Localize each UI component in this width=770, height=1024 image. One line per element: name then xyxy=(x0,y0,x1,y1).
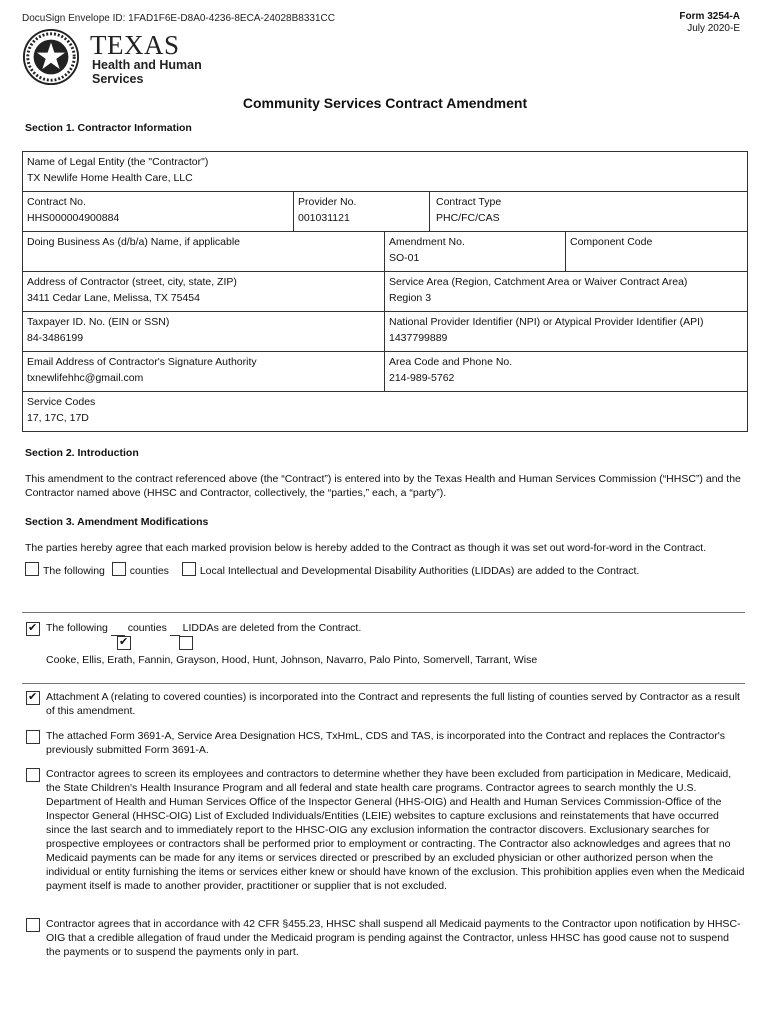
service-codes-value: 17, 17C, 17D xyxy=(27,412,89,424)
taxpayer-label: Taxpayer ID. No. (EIN or SSN) xyxy=(27,316,170,328)
logo-subtitle xyxy=(92,58,202,86)
service-area-value: Region 3 xyxy=(389,292,432,304)
contract-type-label: Contract Type xyxy=(436,196,502,208)
section2-heading: Section 2. Introduction xyxy=(25,447,139,459)
form-number-block xyxy=(679,11,740,35)
email-value: txnewlifehhc@gmail.com xyxy=(27,372,144,384)
email-label: Email Address of Contractor's Signature Authority xyxy=(27,356,257,368)
dba-cell[interactable] xyxy=(23,232,385,272)
contract-no-cell[interactable] xyxy=(23,192,294,232)
address-label: Address of Contractor (street, city, state, ZIP) xyxy=(27,276,237,288)
added-t2: counties xyxy=(129,565,169,577)
taxpayer-cell[interactable] xyxy=(23,312,385,352)
attachment-a-checkbox[interactable] xyxy=(26,691,40,705)
added-liddas-checkbox[interactable] xyxy=(182,562,196,576)
contract-no-value: HHS000004900884 xyxy=(27,212,120,224)
phone-label: Area Code and Phone No. xyxy=(389,356,513,368)
section1-heading: Section 1. Contractor Information xyxy=(25,122,192,134)
logo-texas: TEXAS xyxy=(90,30,180,60)
screening-checkbox[interactable] xyxy=(26,768,40,782)
divider xyxy=(22,683,745,684)
logo-line3: Services xyxy=(92,72,144,86)
npi-value: 1437799889 xyxy=(389,332,448,344)
component-code-cell[interactable] xyxy=(566,232,748,272)
provider-no-label: Provider No. xyxy=(298,196,357,208)
page-title: Community Services Contract Amendment xyxy=(242,95,528,111)
phone-value: 214-989-5762 xyxy=(389,372,455,384)
amendment-no-value: SO-01 xyxy=(389,252,420,264)
dba-label: Doing Business As (d/b/a) Name, if applicable xyxy=(27,236,241,248)
npi-label: National Provider Identifier (NPI) or Atypical Provider Identifier (API) xyxy=(389,316,704,328)
email-cell[interactable] xyxy=(23,352,385,392)
form3691-checkbox[interactable] xyxy=(26,730,40,744)
deleted-liddas-checkbox[interactable] xyxy=(179,636,193,650)
added-provision-row xyxy=(25,562,745,578)
logo-line2: Health and Human xyxy=(92,58,202,72)
legal-entity-value: TX Newlife Home Health Care, LLC xyxy=(27,172,193,184)
form-date: July 2020-E xyxy=(687,23,740,34)
deleted-provision-row xyxy=(46,621,746,636)
contract-no-label: Contract No. xyxy=(27,196,86,208)
legal-entity-cell[interactable] xyxy=(23,152,748,192)
divider xyxy=(22,612,745,613)
address-value: 3411 Cedar Lane, Melissa, TX 75454 xyxy=(27,292,200,304)
texas-seal-icon xyxy=(22,28,80,86)
added-counties-checkbox[interactable] xyxy=(112,562,126,576)
added-provision-checkbox[interactable] xyxy=(25,562,39,576)
address-cell[interactable] xyxy=(23,272,385,312)
npi-cell[interactable] xyxy=(385,312,748,352)
provider-no-cell[interactable] xyxy=(294,192,430,232)
counties-blank xyxy=(111,621,125,636)
contract-type-cell[interactable] xyxy=(430,192,748,232)
added-t3: Local Intellectual and Developmental Disability Authorities (LIDDAs) are added to the Contract. xyxy=(199,565,640,577)
attachment-a-text: Attachment A (relating to covered counties) is incorporated into the Contract and represents the full listing of counties served by Contractor as a result of this amendment. xyxy=(46,691,740,717)
liddas-blank xyxy=(170,621,180,636)
screening-text: Contractor agrees to screen its employees and contractors to determine whether they have been excluded from participation in Medicare, Medicaid, the State Children's Health Insurance Program and all federal and state health care programs. Contractor agrees to search monthly the U.S. Department of Health and Human Services Office of the Inspector General (HHS-OIG) and Health and Human Services Commission-Office of the Inspector General (HHSC-OIG) List of Excluded Individuals/Entities (LEIE) websites to capture exclusions and reinstatements that have occurred since the last search and to immediately report to the HHSC-OIG any exclusion information the contractor discovers. Exclusionary searches for prospective employees or contractors shall be performed prior to employment or contracting. The Contractor also acknowledges and agrees that no Medicaid payments can be made for any items or services directed or prescribed by an excluded physician or other authorized person when the individual or entity furnishing the items or services either knew or should have known of the exclusion. This prohibition applies even when the Medicaid payment itself is made to another provider, practitioner or supplier that is not excluded. xyxy=(46,768,745,892)
hhs-logo xyxy=(20,28,220,90)
phone-cell[interactable] xyxy=(385,352,748,392)
deleted-counties-checkbox[interactable] xyxy=(117,636,131,650)
service-area-label: Service Area (Region, Catchment Area or Waiver Contract Area) xyxy=(389,276,688,288)
deleted-t2: counties xyxy=(127,622,167,634)
component-code-label: Component Code xyxy=(570,236,653,248)
section3-intro: The parties hereby agree that each marked provision below is hereby added to the Contract as though it was set out word-for-word in the Contract. xyxy=(25,542,707,554)
service-codes-label: Service Codes xyxy=(27,396,96,408)
contractor-info-table xyxy=(22,151,748,432)
contract-type-value: PHC/FC/CAS xyxy=(436,212,500,224)
section3-heading: Section 3. Amendment Modifications xyxy=(25,516,209,528)
service-codes-cell[interactable] xyxy=(23,392,748,432)
envelope-id: DocuSign Envelope ID: 1FAD1F6E-D8A0-4236-8ECA-24028B8331CC xyxy=(22,13,335,24)
taxpayer-value: 84-3486199 xyxy=(27,332,84,344)
deleted-t1: The following xyxy=(46,622,108,634)
section2-text: This amendment to the contract referenced above (the “Contract”) is entered into by the Texas Health and Human Services Commission (“HHSC”) and the Contractor named above (HHSC and Contractor, collectively, the “parties,” each, a “party”). xyxy=(25,473,741,499)
form3691-text: The attached Form 3691-A, Service Area Designation HCS, TxHmL, CDS and TAS, is incorporated into the Contract and replaces the Contractor's previously submitted Form 3691-A. xyxy=(46,730,725,756)
added-t1: The following xyxy=(43,565,105,577)
deleted-t3: LIDDAs are deleted from the Contract. xyxy=(182,622,362,634)
service-area-cell[interactable] xyxy=(385,272,748,312)
legal-entity-label: Name of Legal Entity (the "Contractor") xyxy=(27,156,209,168)
amendment-no-cell[interactable] xyxy=(385,232,566,272)
deleted-provision-checkbox[interactable] xyxy=(26,622,40,636)
suspend-checkbox[interactable] xyxy=(26,918,40,932)
amendment-no-label: Amendment No. xyxy=(389,236,465,248)
form-number: Form 3254-A xyxy=(679,11,740,22)
suspend-text: Contractor agrees that in accordance with 42 CFR §455.23, HHSC shall suspend all Medicaid payments to the Contractor upon notification by HHSC-OIG that a credible allegation of fraud under the Medicaid program is pending against the Contractor, unless HHSC has good cause not to suspend the payments or to suspend the payments only in part. xyxy=(46,918,741,958)
deleted-counties-list: Cooke, Ellis, Erath, Fannin, Grayson, Hood, Hunt, Johnson, Navarro, Palo Pinto, Somervell, Tarrant, Wise xyxy=(46,654,538,666)
provider-no-value: 001031121 xyxy=(298,212,350,224)
